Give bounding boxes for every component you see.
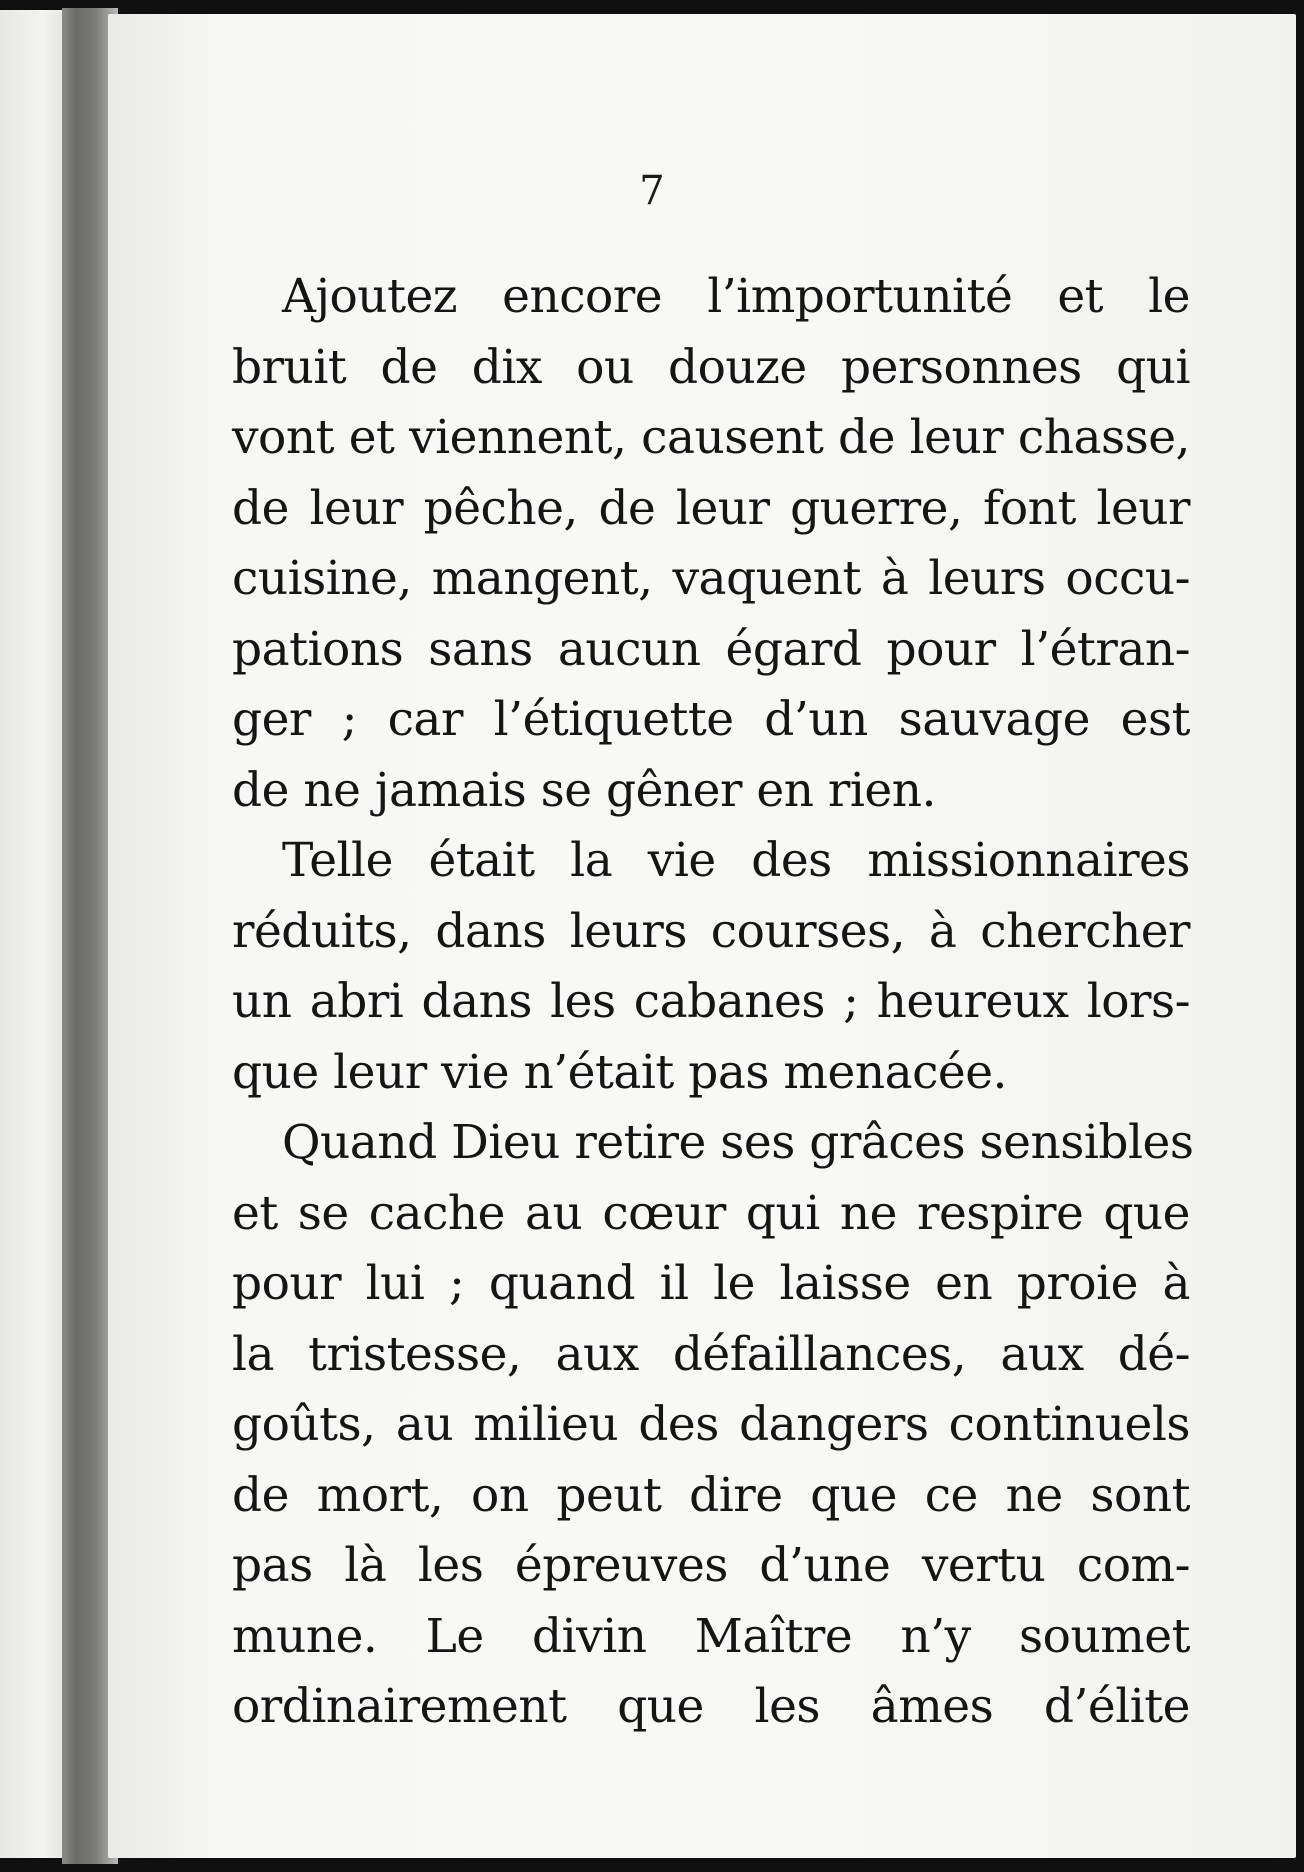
text-line: réduits, dans leurs courses, à chercher xyxy=(232,903,1190,959)
text-line: ger ; car l’étiquette d’un sauvage est xyxy=(232,692,1190,747)
text-line: pas là les épreuves d’une vertu com- xyxy=(232,1538,1190,1593)
text-line: Quand Dieu retire ses grâces sensibles xyxy=(282,1115,1194,1170)
page-number: 7 xyxy=(639,168,665,214)
text-line: un abri dans les cabanes ; heureux lors- xyxy=(232,974,1190,1029)
text-line: goûts, au milieu des dangers continuels xyxy=(232,1397,1190,1452)
text-line: de ne jamais se gêner en rien. xyxy=(232,762,936,818)
text-line: Ajoutez encore l’importunité et le xyxy=(282,269,1190,324)
text-line: mune. Le divin Maître n’y soumet xyxy=(232,1608,1190,1664)
text-line: ordinairement que les âmes d’élite xyxy=(232,1679,1190,1734)
text-line: bruit de dix ou douze personnes qui xyxy=(232,339,1190,395)
text-line: de mort, on peut dire que ce ne sont xyxy=(232,1467,1190,1523)
text-line: que leur vie n’était pas menacée. xyxy=(232,1044,1007,1100)
text-line: Telle était la vie des missionnaires xyxy=(282,833,1190,888)
body-text xyxy=(232,262,1194,1743)
text-line: pour lui ; quand il le laisse en proie à xyxy=(232,1256,1190,1311)
text-line: et se cache au cœur qui ne respire que xyxy=(232,1185,1190,1241)
text-line: cuisine, mangent, vaquent à leurs occu- xyxy=(232,551,1190,606)
text-line: la tristesse, aux défaillances, aux dé- xyxy=(232,1326,1190,1382)
text-line: de leur pêche, de leur guerre, font leur xyxy=(232,480,1190,536)
text-line: pations sans aucun égard pour l’étran- xyxy=(232,621,1190,677)
text-line: vont et viennent, causent de leur chasse, xyxy=(232,410,1190,465)
